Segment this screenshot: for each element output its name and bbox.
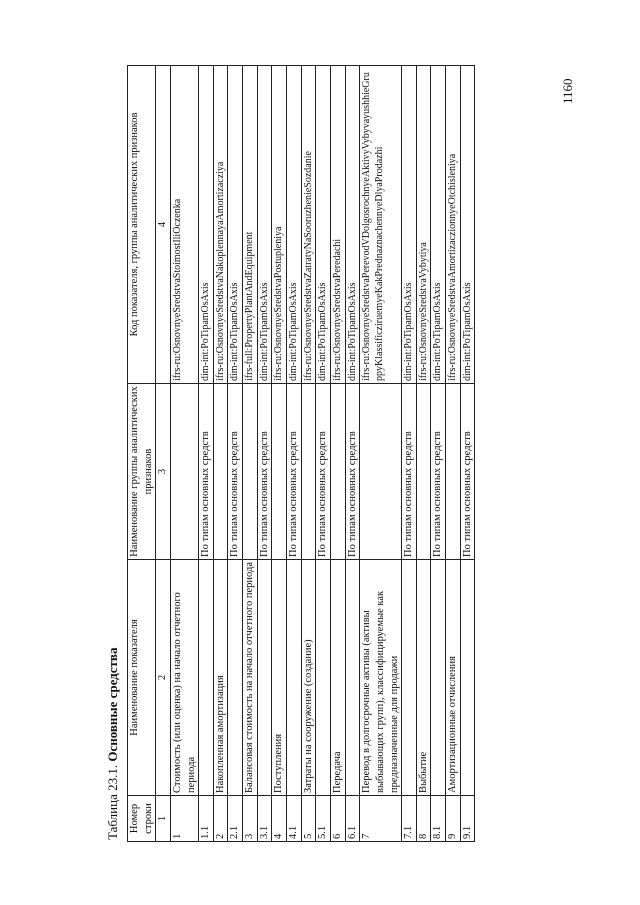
table-row bbox=[213, 66, 228, 842]
group-name-cell bbox=[272, 384, 287, 560]
indicator-name-cell bbox=[257, 560, 272, 796]
group-name-cell bbox=[446, 384, 461, 560]
row-number-cell: 9.1 bbox=[460, 796, 475, 842]
caption-prefix: Таблица 23.1. bbox=[105, 764, 120, 840]
table-header-row bbox=[128, 66, 156, 842]
row-number-cell: 7.1 bbox=[402, 796, 417, 842]
group-name-cell bbox=[416, 384, 431, 560]
code-cell: ifrs-ru:OsnovnyeSredstvaPostupleniya bbox=[272, 66, 287, 384]
table-row bbox=[446, 66, 461, 842]
row-number-cell: 1 bbox=[170, 796, 198, 842]
table-body bbox=[170, 66, 474, 842]
page-number: 1160 bbox=[560, 78, 575, 104]
table-row bbox=[301, 66, 316, 842]
header-code: Код показателя, группы аналитических признаков bbox=[128, 66, 156, 384]
group-name-cell bbox=[360, 384, 402, 560]
code-cell: dim-int:PoTipamOsAxis bbox=[228, 66, 243, 384]
table-row bbox=[345, 66, 360, 842]
row-number-cell: 6 bbox=[330, 796, 345, 842]
row-number-cell: 4 bbox=[272, 796, 287, 842]
indicator-name-cell bbox=[199, 560, 214, 796]
group-name-cell: По типам основных средств bbox=[228, 384, 243, 560]
table-row bbox=[287, 66, 302, 842]
caption-title: Основные средства bbox=[105, 647, 120, 762]
table-row bbox=[228, 66, 243, 842]
row-number-cell: 1.1 bbox=[199, 796, 214, 842]
indicator-name-cell bbox=[287, 560, 302, 796]
indicator-name-cell: Передача bbox=[330, 560, 345, 796]
rotated-page bbox=[104, 62, 624, 842]
group-name-cell: По типам основных средств bbox=[316, 384, 331, 560]
group-name-cell bbox=[170, 384, 198, 560]
header-group-name: Наименование группы аналитических признаков bbox=[128, 384, 156, 560]
code-cell: ifrs-full:PropertyPlantAndEquipment bbox=[243, 66, 258, 384]
table-row bbox=[330, 66, 345, 842]
indicator-name-cell: Выбытие bbox=[416, 560, 431, 796]
table-row bbox=[272, 66, 287, 842]
code-cell: ifrs-ru:OsnovnyeSredstvaAmortizaczionnyeOtchisleniya bbox=[446, 66, 461, 384]
indicator-name-cell: Затраты на сооружение (создание) bbox=[301, 560, 316, 796]
indicator-name-cell: Балансовая стоимость на начало отчетного периода bbox=[243, 560, 258, 796]
row-number-cell: 3 bbox=[243, 796, 258, 842]
indicator-name-cell bbox=[316, 560, 331, 796]
code-cell: dim-int:PoTipamOsAxis bbox=[345, 66, 360, 384]
group-name-cell: По типам основных средств bbox=[460, 384, 475, 560]
table-row bbox=[416, 66, 431, 842]
group-name-cell bbox=[301, 384, 316, 560]
code-cell: dim-int:PoTipamOsAxis bbox=[460, 66, 475, 384]
code-cell: dim-int:PoTipamOsAxis bbox=[257, 66, 272, 384]
indicator-name-cell: Перевод в долгосрочные активы (активы выбывающих групп), классифицируемые как предназначенные для продажи bbox=[360, 560, 402, 796]
group-name-cell: По типам основных средств bbox=[431, 384, 446, 560]
indicator-name-cell bbox=[431, 560, 446, 796]
code-cell: ifrs-ru:OsnovnyeSredstvaVybytiya bbox=[416, 66, 431, 384]
table-row bbox=[243, 66, 258, 842]
fixed-assets-table bbox=[127, 65, 475, 842]
column-number-row bbox=[156, 66, 171, 842]
row-number-cell: 2.1 bbox=[228, 796, 243, 842]
group-name-cell: По типам основных средств bbox=[287, 384, 302, 560]
column-number: 3 bbox=[156, 384, 171, 560]
indicator-name-cell: Амортизационные отчисления bbox=[446, 560, 461, 796]
column-number: 1 bbox=[156, 796, 171, 842]
column-number: 4 bbox=[156, 66, 171, 384]
group-name-cell: По типам основных средств bbox=[257, 384, 272, 560]
indicator-name-cell: Накопленная амортизация bbox=[213, 560, 228, 796]
code-cell: ifrs-ru:OsnovnyeSredstvaPerevodVDolgosrochnyeAktivyVybyvayushhieGruppyKlassificziruemyeKakPrednaznachennyeDlyaProdazhi bbox=[360, 66, 402, 384]
row-number-cell: 8 bbox=[416, 796, 431, 842]
indicator-name-cell bbox=[402, 560, 417, 796]
indicator-name-cell bbox=[345, 560, 360, 796]
indicator-name-cell bbox=[460, 560, 475, 796]
code-cell: ifrs-ru:OsnovnyeSredstvaPeredachi bbox=[330, 66, 345, 384]
code-cell: dim-int:PoTipamOsAxis bbox=[402, 66, 417, 384]
table-row bbox=[257, 66, 272, 842]
group-name-cell: По типам основных средств bbox=[345, 384, 360, 560]
group-name-cell bbox=[243, 384, 258, 560]
table-caption bbox=[104, 62, 121, 840]
table-row bbox=[316, 66, 331, 842]
code-cell: ifrs-ru:OsnovnyeSredstvaStoimostIliOczenka bbox=[170, 66, 198, 384]
row-number-cell: 8.1 bbox=[431, 796, 446, 842]
table-row bbox=[460, 66, 475, 842]
code-cell: dim-int:PoTipamOsAxis bbox=[199, 66, 214, 384]
group-name-cell: По типам основных средств bbox=[402, 384, 417, 560]
row-number-cell: 7 bbox=[360, 796, 402, 842]
indicator-name-cell: Стоимость (или оценка) на начало отчетного периода bbox=[170, 560, 198, 796]
indicator-name-cell: Поступления bbox=[272, 560, 287, 796]
header-indicator-name: Наименование показателя bbox=[128, 560, 156, 796]
code-cell: dim-int:PoTipamOsAxis bbox=[316, 66, 331, 384]
table-row bbox=[402, 66, 417, 842]
group-name-cell bbox=[213, 384, 228, 560]
row-number-cell: 4.1 bbox=[287, 796, 302, 842]
code-cell: dim-int:PoTipamOsAxis bbox=[287, 66, 302, 384]
table-row bbox=[170, 66, 198, 842]
table-row bbox=[431, 66, 446, 842]
row-number-cell: 3.1 bbox=[257, 796, 272, 842]
table-row bbox=[360, 66, 402, 842]
column-number: 2 bbox=[156, 560, 171, 796]
code-cell: ifrs-ru:OsnovnyeSredstvaZatratyNaSooruzhenieSozdanie bbox=[301, 66, 316, 384]
code-cell: dim-int:PoTipamOsAxis bbox=[431, 66, 446, 384]
row-number-cell: 9 bbox=[446, 796, 461, 842]
group-name-cell: По типам основных средств bbox=[199, 384, 214, 560]
code-cell: ifrs-ru:OsnovnyeSredstvaNakoplennayaAmortizacziya bbox=[213, 66, 228, 384]
row-number-cell: 2 bbox=[213, 796, 228, 842]
row-number-cell: 6.1 bbox=[345, 796, 360, 842]
indicator-name-cell bbox=[228, 560, 243, 796]
row-number-cell: 5 bbox=[301, 796, 316, 842]
table-row bbox=[199, 66, 214, 842]
row-number-cell: 5.1 bbox=[316, 796, 331, 842]
group-name-cell bbox=[330, 384, 345, 560]
header-row-number: Номер строки bbox=[128, 796, 156, 842]
